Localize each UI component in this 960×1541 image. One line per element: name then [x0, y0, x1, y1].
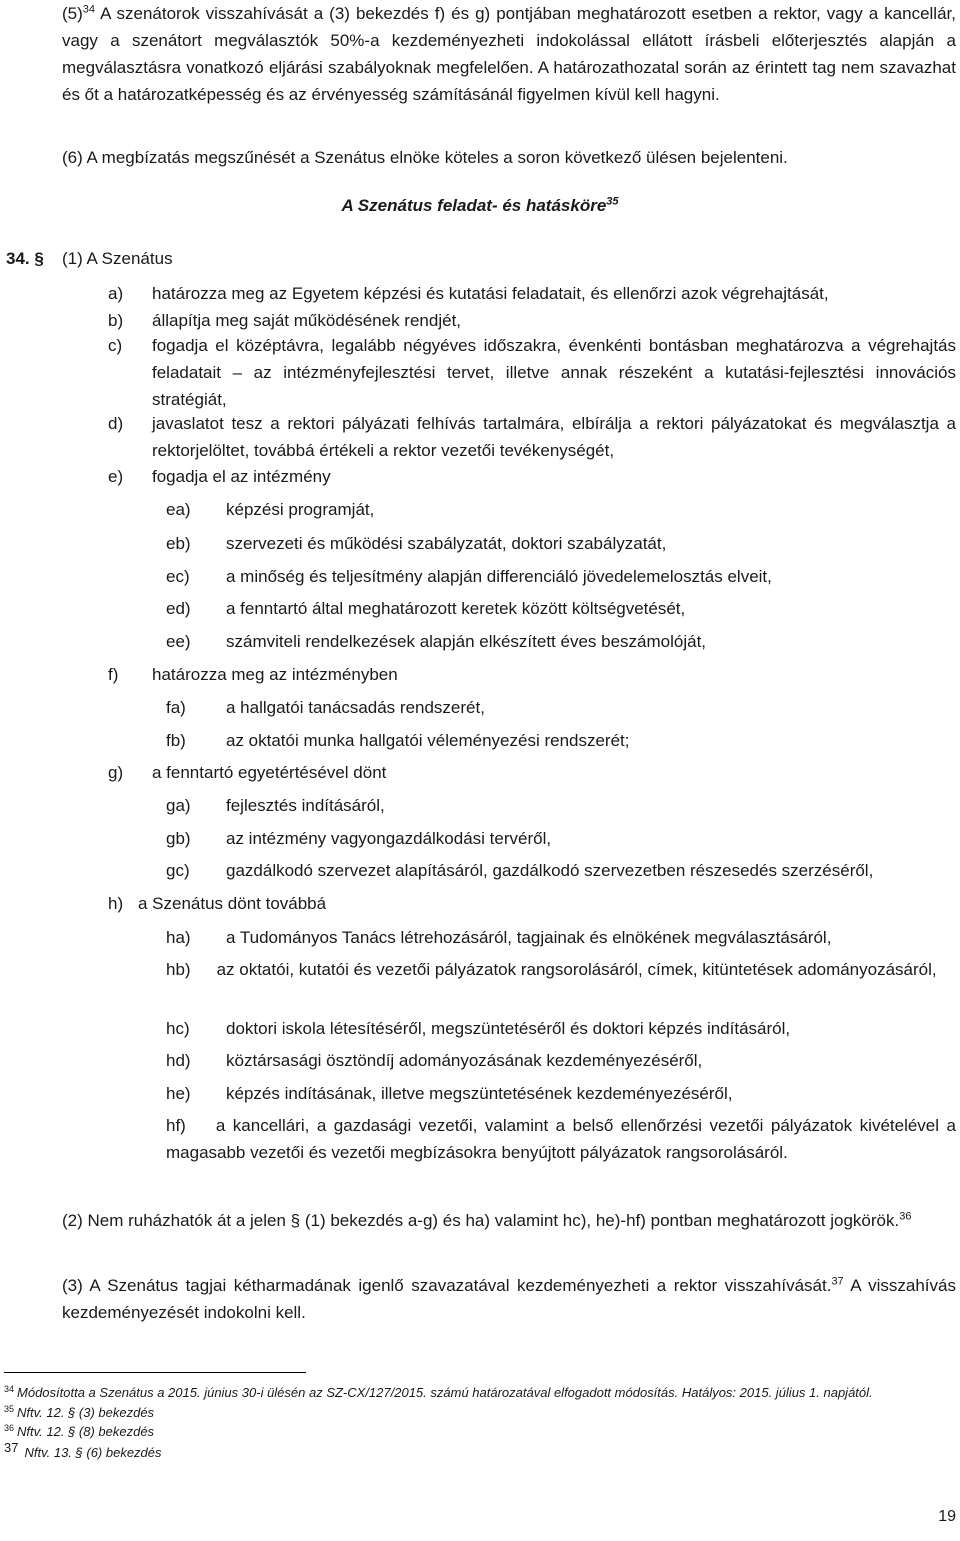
section-heading — [0, 192, 960, 219]
footnote-ref-37[interactable]: 37 — [831, 1275, 844, 1288]
footnote-35: $^{35}$ Nftv. 12. § (3) bekezdés — [4, 1403, 155, 1420]
paragraph-label: (5) — [62, 4, 83, 23]
sub-list-item: hd) köztársasági ösztöndíj adományozásának kezdeményezéséről, — [166, 1051, 703, 1070]
list-item: h) a Szenátus dönt továbbá — [108, 894, 327, 913]
sub-list-item: ha) a Tudományos Tanács létrehozásáról, tagjainak és elnökének megválasztásáról, — [166, 928, 832, 947]
footnote-ref-36[interactable]: 36 — [899, 1210, 912, 1223]
sub-list-item: hb) az oktatói, kutatói és vezetői pályázatok rangsorolásáról, címek, kitüntetések adományozásáról, — [166, 960, 937, 979]
list-item: f) határozza meg az intézményben — [108, 665, 398, 684]
list-item: b) állapítja meg saját működésének rendjét, — [108, 311, 462, 330]
heading-text: A Szenátus feladat- és hatásköre — [341, 196, 607, 215]
sub-list-item: hc) doktori iskola létesítéséről, megszüntetéséről és doktori képzés indításáról, — [166, 1019, 791, 1038]
list-item: a) határozza meg az Egyetem képzési és kutatási feladatait, és ellenőrzi azok végrehajtását, — [108, 284, 829, 303]
paragraph-text: A szenátorok visszahívását a (3) bekezdés f) és g) pontjában meghatározott esetben a rektor, vagy a kancellár, vagy a szenátort megválasztók 50%-a kezdeményezheti indokolással ellátott írásbeli előterjesztés alapján a megválasztásra vonatkozó eljárási szabályoknak megfelelően. A határozathozatal során az érintett tag nem szavazhat és őt a határozatképesség és az érvényesség számításánál figyelmen kívül kell hagyni. — [62, 4, 956, 104]
sub-list-item: ec) a minőség és teljesítmény alapján differenciáló jövedelemelosztás elveit, — [166, 567, 772, 586]
paragraph-3: (3) A Szenátus tagjai kétharmadának igenlő szavazatával kezdeményezheti a rektor visszahívását.$^{37}$ A visszahívás kezdeményezését indokolni kell. — [62, 1275, 956, 1322]
paragraph-5 — [62, 0, 956, 108]
sub-list-item: he) képzés indításának, illetve megszüntetésének kezdeményezéséről, — [166, 1084, 733, 1103]
footnote-34: $^{34}$ Módosította a Szenátus a 2015. június 30-i ülésén az SZ-CX/127/2015. számú határozatával elfogadott módosítás. Hatályos: 2015. július 1. napjától. — [4, 1383, 873, 1400]
sub-list-item: eb) szervezeti és működési szabályzatát, doktori szabályzatát, — [166, 534, 667, 553]
page-number: 19 — [938, 1508, 956, 1525]
sub-list-item: fb) az oktatói munka hallgatói véleményezési rendszerét; — [166, 731, 630, 750]
list-item: g) a fenntartó egyetértésével dönt — [108, 763, 387, 782]
footnote-ref-35[interactable]: 35 — [606, 195, 619, 208]
list-item: d) javaslatot tesz a rektori pályázati felhívás tartalmára, elbírálja a rektori pályázatokat és megválasztja a rektorjelöltet, továbbá értékeli a rektor vezetői tevékenységét, — [108, 414, 956, 460]
sub-list-item: gb) az intézmény vagyongazdálkodási tervéről, — [166, 829, 552, 848]
sub-list-item: gc) gazdálkodó szervezet alapításáról, gazdálkodó szervezetben részesedés szerzéséről, — [166, 861, 874, 880]
sub-list-item: ea) képzési programját, — [166, 500, 375, 519]
footnote-ref-34[interactable]: 34 — [82, 3, 96, 16]
list-item: e) fogadja el az intézmény — [108, 467, 331, 486]
list-item: c) fogadja el középtávra, legalább négyéves időszakra, évenkénti bontásban meghatározva a végrehajtás feladatait – az intézményfejlesztési tervet, illetve annak részeként a kutatási-fejlesztési innovációs stratégiát, — [108, 336, 956, 409]
sub-list-item: fa) a hallgatói tanácsadás rendszerét, — [166, 698, 485, 717]
section-intro: (1) A Szenátus — [62, 249, 173, 268]
footnote-divider — [4, 1372, 306, 1373]
sub-list-item: hf) a kancellári, a gazdasági vezetői, valamint a belső ellenőrzési vezetői pályázatok kivételével a magasabb vezetői és vezetői megbízásokra benyújtott pályázatok rangsorolásáról. — [166, 1116, 956, 1162]
paragraph-2: (2) Nem ruházhatók át a jelen § (1) bekezdés a-g) és ha) valamint hc), he)-hf) pontban meghatározott jogkörök.$^{36}$ — [62, 1210, 912, 1230]
sub-list-item: ed) a fenntartó által meghatározott keretek között költségvetését, — [166, 599, 686, 618]
footnote-36: $^{36}$ Nftv. 12. § (8) bekezdés — [4, 1422, 155, 1439]
sub-list-item: ee) számviteli rendelkezések alapján elkészített éves beszámolóját, — [166, 632, 707, 651]
sub-list-item: ga) fejlesztés indításáról, — [166, 796, 385, 815]
section-number: 34. § — [6, 249, 44, 268]
footnote-37: 37 Nftv. 13. § (6) bekezdés — [4, 1439, 162, 1460]
paragraph-6: (6) A megbízatás megszűnését a Szenátus elnöke köteles a soron következő ülésen bejelenteni. — [62, 148, 788, 167]
